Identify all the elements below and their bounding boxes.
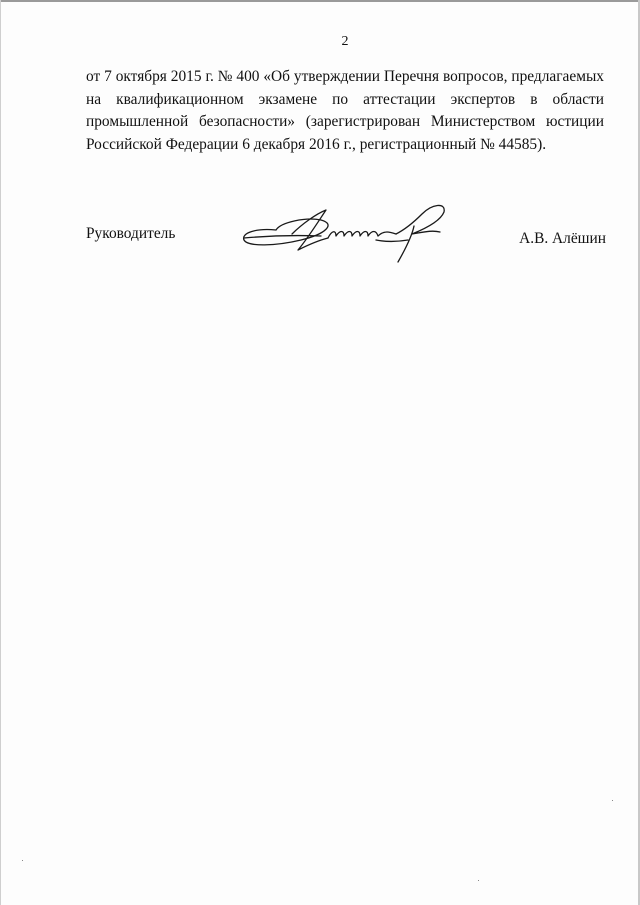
signature-block [86, 200, 606, 270]
paragraph-line-2: на квалификационном экзамене по аттестации экспертов в области [86, 90, 604, 108]
paragraph-line-3: промышленной безопасности» (зарегистрирован Министерством юстиции [86, 113, 604, 130]
signatory-name: А.В. Алёшин [519, 230, 606, 247]
signatory-title: Руководитель [86, 225, 176, 242]
page-number: 2 [341, 34, 349, 49]
signature-drawing [236, 200, 476, 265]
paragraph-line-1: от 7 октября 2015 г. № 400 «Об утверждении Перечня вопросов, предлагаемых [86, 68, 604, 85]
scan-speck [22, 860, 23, 861]
scan-speck [478, 880, 479, 881]
handwritten-signature [236, 200, 476, 265]
scan-speck [612, 800, 613, 801]
scan-left-edge [0, 0, 1, 905]
body-paragraph [86, 66, 604, 156]
scan-top-edge [0, 0, 640, 2]
paragraph-line-4: Российской Федерации 6 декабря 2016 г., регистрационный № 44585). [86, 135, 547, 153]
